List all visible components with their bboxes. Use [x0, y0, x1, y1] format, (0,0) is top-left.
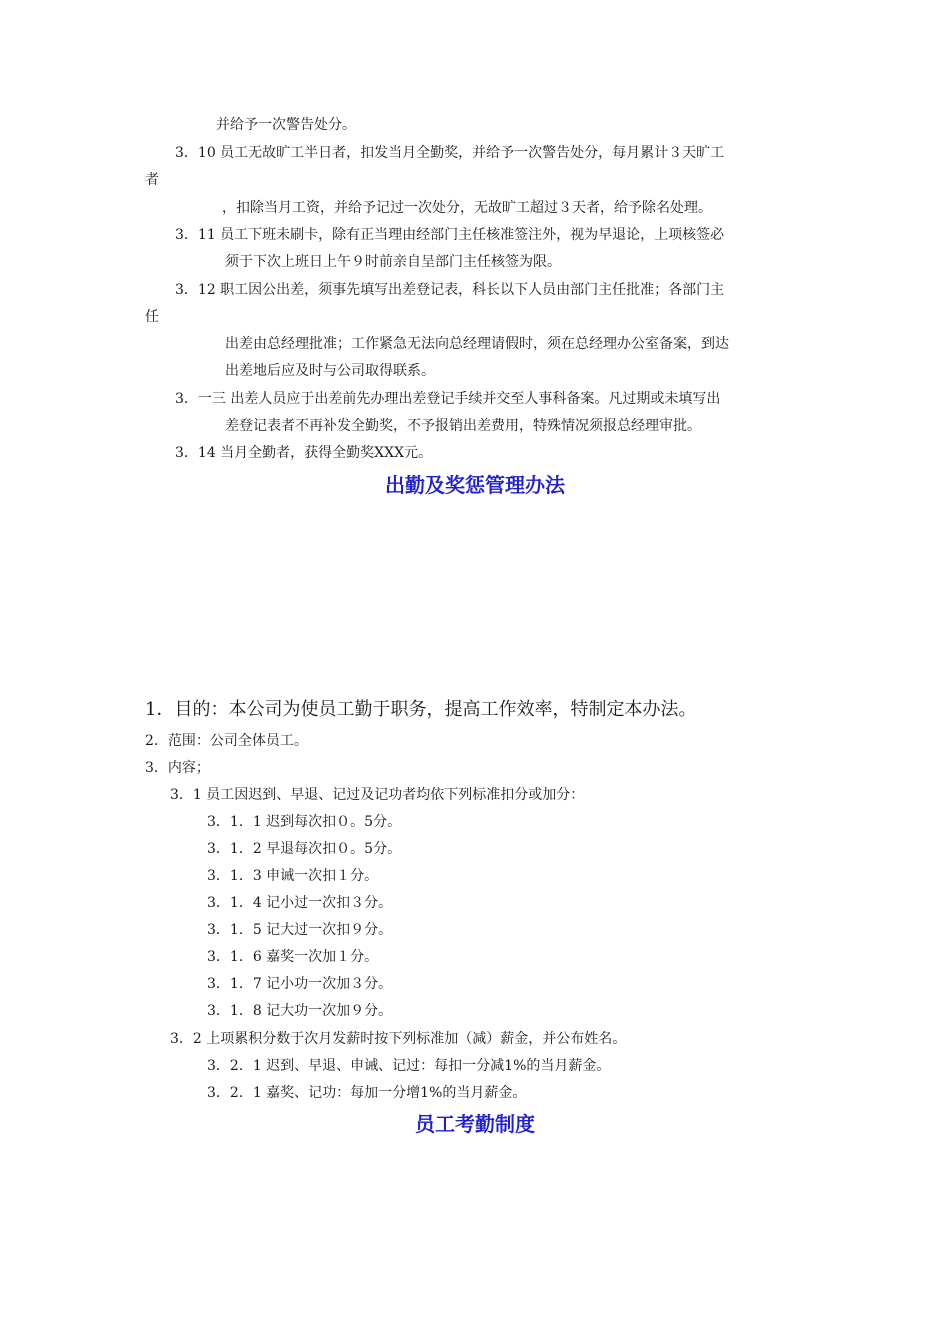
purpose-line: 1．目的：本公司为使员工勤于职务，提高工作效率，特制定本办法。 [145, 699, 697, 720]
text-line: 3．10 员工无故旷工半日者，扣发当月全勤奖，并给予一次警告处分，每月累计３天旷工 [175, 145, 725, 161]
section-title: 出勤及奖惩管理办法 [385, 473, 565, 497]
text-line: 3．12 职工因公出差，须事先填写出差登记表，科长以下人员由部门主任批准；各部门主 [175, 282, 725, 298]
text-line: 3．一三 出差人员应于出差前先办理出差登记手续并交至人事科备案。凡过期或未填写出 [175, 391, 721, 407]
text-line: 者 [145, 172, 159, 188]
text-line: 2．范围：公司全体员工。 [145, 733, 308, 749]
text-line: 3．1．4 记小过一次扣３分。 [207, 895, 393, 911]
text-line: 3．1．7 记小功一次加３分。 [207, 976, 393, 992]
text-line: 出差由总经理批准；工作紧急无法向总经理请假时，须在总经理办公室备案，到达 [225, 336, 729, 352]
text-line: 出差地后应及时与公司取得联系。 [225, 363, 435, 379]
text-line: 3．1．3 申诫一次扣１分。 [207, 868, 379, 884]
section-title: 员工考勤制度 [415, 1112, 535, 1136]
text-line: 3．1．5 记大过一次扣９分。 [207, 922, 393, 938]
text-line: 3．1．8 记大功一次加９分。 [207, 1003, 393, 1019]
text-line: 3．1 员工因迟到、早退、记过及记功者均依下列标准扣分或加分： [170, 787, 585, 803]
text-line: ，扣除当月工资，并给予记过一次处分，无故旷工超过３天者，给予除名处理。 [222, 200, 712, 216]
text-line: 3．11 员工下班未刷卡，除有正当理由经部门主任核准签注外，视为早退论，上项核签必 [175, 227, 725, 243]
text-line: 并给予一次警告处分。 [216, 117, 356, 133]
text-line: 3．1．6 嘉奖一次加１分。 [207, 949, 379, 965]
text-line: 3．1．1 迟到每次扣０。5分。 [207, 814, 402, 830]
text-line: 任 [145, 309, 159, 325]
text-line: 3．2．1 迟到、早退、申诫、记过：每扣一分减1%的当月薪金。 [207, 1058, 611, 1074]
text-line: 3．1．2 早退每次扣０。5分。 [207, 841, 402, 857]
text-line: 3．2．1 嘉奖、记功：每加一分增1%的当月薪金。 [207, 1085, 527, 1101]
text-line: 3．内容； [145, 760, 210, 776]
text-line: 3．14 当月全勤者，获得全勤奖XXX元。 [175, 445, 433, 461]
text-line: 须于下次上班日上午９时前亲自呈部门主任核签为限。 [225, 254, 561, 270]
text-line: 3．2 上项累积分数于次月发薪时按下列标准加（减）薪金，并公布姓名。 [170, 1031, 627, 1047]
text-line: 差登记表者不再补发全勤奖，不予报销出差费用，特殊情况须报总经理审批。 [225, 418, 701, 434]
